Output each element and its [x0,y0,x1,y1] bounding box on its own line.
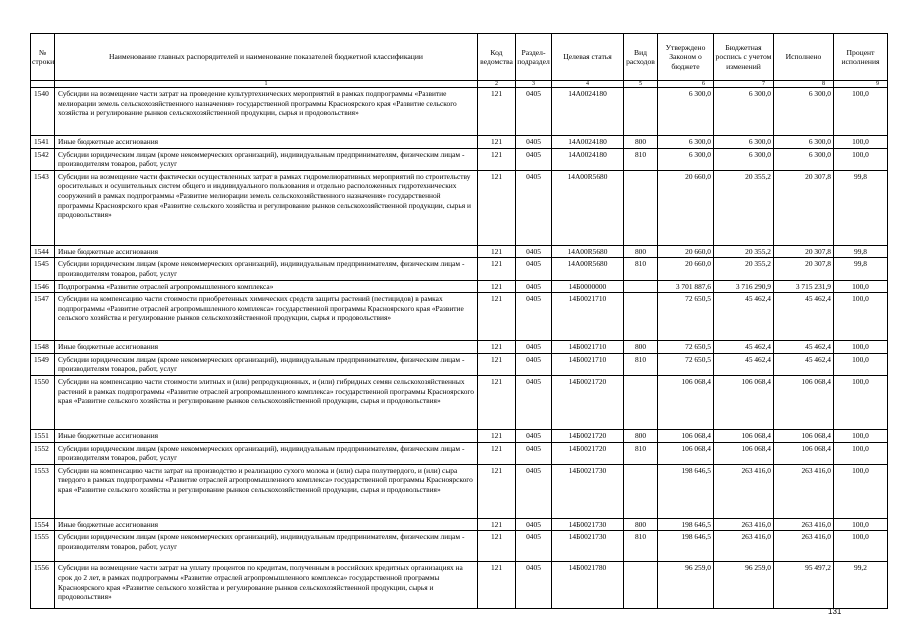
row-expense-kind [624,280,658,293]
row-percent: 100,0 [834,429,888,442]
row-approved: 106 068,4 [658,429,714,442]
row-expense-kind: 800 [624,429,658,442]
row-section-code: 0405 [516,148,552,170]
row-percent: 100,0 [834,293,888,341]
table-row [31,442,888,464]
row-budget: 96 259,0 [714,562,774,609]
header-executed: Исполнено [774,34,834,81]
row-number: 1540 [31,88,55,136]
row-target-code: 14Б0021710 [552,353,624,375]
table-row [31,170,888,245]
header-section: Раздел-подраздел [516,34,552,81]
row-name: Субсидии юридическим лицам (кроме некоммерческих организаций), индивидуальным предпринимателям, физическим лицам - производителям товаров, работ, услуг [55,531,478,562]
row-expense-kind: 810 [624,353,658,375]
row-name: Субсидии юридическим лицам (кроме некоммерческих организаций), индивидуальным предпринимателям, физическим лицам - производителям товаров, работ, услуг [55,148,478,170]
row-target-code: 14Б0021720 [552,442,624,464]
row-target-code: 14Б0021780 [552,562,624,609]
row-budget: 20 355,2 [714,170,774,245]
row-dept-code: 121 [478,280,516,293]
row-approved: 6 300,0 [658,88,714,136]
header-row-no: № строки [31,34,55,81]
row-approved: 96 259,0 [658,562,714,609]
row-name: Иные бюджетные ассигнования [55,341,478,354]
row-executed: 106 068,4 [774,429,834,442]
header-dept: Код ведомства [478,34,516,81]
row-executed: 263 416,0 [774,518,834,531]
column-number: 9 [834,81,888,88]
row-percent: 100,0 [834,464,888,518]
row-percent: 100,0 [834,148,888,170]
row-budget: 6 300,0 [714,136,774,149]
row-executed: 45 462,4 [774,293,834,341]
row-percent: 100,0 [834,531,888,562]
row-expense-kind [624,375,658,429]
table-row [31,280,888,293]
row-approved: 72 650,5 [658,293,714,341]
header-kind: Вид расходов [624,34,658,81]
table-row [31,245,888,258]
row-percent: 100,0 [834,88,888,136]
page-number: 131 [828,607,842,616]
row-dept-code: 121 [478,293,516,341]
row-budget: 3 716 290,9 [714,280,774,293]
row-name: Иные бюджетные ассигнования [55,245,478,258]
row-dept-code: 121 [478,518,516,531]
row-budget: 45 462,4 [714,353,774,375]
row-approved: 198 646,5 [658,464,714,518]
row-percent: 100,0 [834,442,888,464]
row-section-code: 0405 [516,531,552,562]
row-target-code: 14А00R5680 [552,245,624,258]
row-budget: 20 355,2 [714,245,774,258]
column-number: 3 [516,81,552,88]
budget-table [30,33,888,609]
table-row [31,429,888,442]
row-executed: 106 068,4 [774,375,834,429]
table-row [31,136,888,149]
row-dept-code: 121 [478,170,516,245]
row-expense-kind: 800 [624,136,658,149]
row-dept-code: 121 [478,136,516,149]
row-section-code: 0405 [516,136,552,149]
row-budget: 106 068,4 [714,429,774,442]
row-name: Иные бюджетные ассигнования [55,136,478,149]
table-row [31,562,888,609]
row-target-code: 14А00R5680 [552,258,624,280]
row-executed: 20 307,8 [774,170,834,245]
row-executed: 6 300,0 [774,88,834,136]
row-percent: 99,2 [834,562,888,609]
table-row [31,375,888,429]
row-percent: 100,0 [834,353,888,375]
row-dept-code: 121 [478,88,516,136]
row-budget: 6 300,0 [714,148,774,170]
budget-report-sheet [30,33,887,609]
table-row [31,518,888,531]
row-budget: 6 300,0 [714,88,774,136]
row-target-code: 14Б0000000 [552,280,624,293]
header-budget: Бюджетная роспись с учетом изменений [714,34,774,81]
row-executed: 20 307,8 [774,258,834,280]
row-expense-kind: 810 [624,531,658,562]
row-expense-kind [624,88,658,136]
table-row [31,88,888,136]
row-target-code: 14Б0021730 [552,464,624,518]
row-approved: 106 068,4 [658,375,714,429]
row-executed: 20 307,8 [774,245,834,258]
row-target-code: 14А00R5680 [552,170,624,245]
row-dept-code: 121 [478,258,516,280]
row-dept-code: 121 [478,341,516,354]
table-body [31,88,888,609]
row-executed: 263 416,0 [774,531,834,562]
row-dept-code: 121 [478,464,516,518]
row-budget: 20 355,2 [714,258,774,280]
row-name: Подпрограмма «Развитие отраслей агропромышленного комплекса» [55,280,478,293]
row-dept-code: 121 [478,353,516,375]
column-number: 7 [714,81,774,88]
row-approved: 20 660,0 [658,258,714,280]
row-number: 1555 [31,531,55,562]
row-expense-kind: 810 [624,442,658,464]
row-number: 1549 [31,353,55,375]
row-section-code: 0405 [516,341,552,354]
column-number: 8 [774,81,834,88]
table-row [31,258,888,280]
row-number: 1546 [31,280,55,293]
row-dept-code: 121 [478,429,516,442]
row-name: Субсидии на компенсацию части затрат на производство и реализацию сухого молока и (или) сыра полутвердого, и (или) сыра твердого в рамках подпрограммы «Развитие отраслей агропромышленного комплекса» государственной программы Красноярского края «Развитие сельского хозяйства и регулирование рынков сельскохозяйственной продукции, сырья и продовольствия» [55,464,478,518]
row-dept-code: 121 [478,531,516,562]
row-number: 1550 [31,375,55,429]
column-numbers-row [31,81,888,88]
row-expense-kind: 800 [624,518,658,531]
row-approved: 106 068,4 [658,442,714,464]
row-target-code: 14Б0021720 [552,429,624,442]
row-section-code: 0405 [516,353,552,375]
row-percent: 99,8 [834,245,888,258]
column-number: 6 [658,81,714,88]
row-name: Субсидии юридическим лицам (кроме некоммерческих организаций), индивидуальным предпринимателям, физическим лицам - производителям товаров, работ, услуг [55,258,478,280]
row-budget: 263 416,0 [714,531,774,562]
row-approved: 3 701 887,6 [658,280,714,293]
table-row [31,341,888,354]
row-target-code: 14А0024180 [552,88,624,136]
header-percent: Процент исполнения [834,34,888,81]
row-number: 1548 [31,341,55,354]
row-section-code: 0405 [516,442,552,464]
row-name: Иные бюджетные ассигнования [55,518,478,531]
row-name: Субсидии на возмещение части затрат на уплату процентов по кредитам, полученным в российских кредитных организациях на срок до 2 лет, в рамках подпрограммы «Развитие отраслей агропромышленного комплекса» государственной программы Красноярского края «Развитие сельского хозяйства и регулирование рынков сельскохозяйственной продукции, сырья и продовольствия» [55,562,478,609]
header-approved: Утверждено Законом о бюджете [658,34,714,81]
row-expense-kind [624,170,658,245]
table-header-row [31,34,888,81]
row-number: 1547 [31,293,55,341]
row-section-code: 0405 [516,375,552,429]
row-expense-kind [624,562,658,609]
row-executed: 3 715 231,9 [774,280,834,293]
row-number: 1552 [31,442,55,464]
row-executed: 106 068,4 [774,442,834,464]
row-percent: 100,0 [834,280,888,293]
row-approved: 6 300,0 [658,148,714,170]
row-executed: 45 462,4 [774,353,834,375]
row-approved: 72 650,5 [658,341,714,354]
row-budget: 45 462,4 [714,341,774,354]
row-budget: 263 416,0 [714,518,774,531]
table-row [31,293,888,341]
row-dept-code: 121 [478,375,516,429]
table-row [31,531,888,562]
row-name: Субсидии на компенсацию части стоимости приобретенных химических средств защиты растений (пестицидов) в рамках подпрограммы «Развитие отраслей агропромышленного комплекса» государственной программы Красноярского края «Развитие сельского хозяйства и регулирование рынков сельскохозяйственной продукции, сырья и продовольствия» [55,293,478,341]
header-target: Целевая статья [552,34,624,81]
row-expense-kind: 800 [624,341,658,354]
row-target-code: 14А0024180 [552,136,624,149]
row-percent: 100,0 [834,136,888,149]
row-section-code: 0405 [516,562,552,609]
row-number: 1543 [31,170,55,245]
row-expense-kind [624,464,658,518]
row-target-code: 14Б0021710 [552,341,624,354]
column-number: 2 [478,81,516,88]
row-approved: 198 646,5 [658,531,714,562]
row-budget: 106 068,4 [714,375,774,429]
row-budget: 263 416,0 [714,464,774,518]
row-executed: 6 300,0 [774,136,834,149]
row-name: Субсидии на компенсацию части стоимости элитных и (или) репродукционных, и (или) гибридных семян сельскохозяйственных растений в рамках подпрограммы «Развитие отраслей агропромышленного комплекса» государственной программы Красноярского края «Развитие сельского хозяйства и регулирование рынков сельскохозяйственной продукции, сырья и продовольствия» [55,375,478,429]
row-number: 1556 [31,562,55,609]
row-section-code: 0405 [516,88,552,136]
row-expense-kind: 810 [624,258,658,280]
row-section-code: 0405 [516,464,552,518]
row-number: 1553 [31,464,55,518]
row-section-code: 0405 [516,258,552,280]
row-section-code: 0405 [516,429,552,442]
row-target-code: 14Б0021730 [552,518,624,531]
row-percent: 100,0 [834,341,888,354]
row-dept-code: 121 [478,245,516,258]
row-number: 1551 [31,429,55,442]
row-number: 1542 [31,148,55,170]
table-row [31,464,888,518]
column-number [31,81,55,88]
row-approved: 72 650,5 [658,353,714,375]
row-number: 1545 [31,258,55,280]
row-expense-kind: 810 [624,148,658,170]
row-percent: 99,8 [834,258,888,280]
row-executed: 45 462,4 [774,341,834,354]
row-dept-code: 121 [478,442,516,464]
row-budget: 106 068,4 [714,442,774,464]
row-name: Иные бюджетные ассигнования [55,429,478,442]
row-expense-kind: 800 [624,245,658,258]
row-number: 1541 [31,136,55,149]
row-name: Субсидии юридическим лицам (кроме некоммерческих организаций), индивидуальным предпринимателям, физическим лицам - производителям товаров, работ, услуг [55,442,478,464]
row-executed: 6 300,0 [774,148,834,170]
column-number: 1 [55,81,478,88]
column-number: 4 [552,81,624,88]
row-name: Субсидии на возмещение части затрат на проведение культуртехнических мероприятий в рамках подпрограммы «Развитие мелиорации земель сельскохозяйственного назначения» государственной программы Красноярского края «Развитие сельского хозяйства и регулирование рынков сельскохозяйственной продукции, сырья и продовольствия» [55,88,478,136]
row-number: 1554 [31,518,55,531]
row-percent: 99,8 [834,170,888,245]
row-target-code: 14Б0021710 [552,293,624,341]
row-approved: 6 300,0 [658,136,714,149]
row-number: 1544 [31,245,55,258]
row-name: Субсидии юридическим лицам (кроме некоммерческих организаций), индивидуальным предпринимателям, физическим лицам - производителям товаров, работ, услуг [55,353,478,375]
row-executed: 263 416,0 [774,464,834,518]
table-row [31,353,888,375]
row-section-code: 0405 [516,170,552,245]
row-dept-code: 121 [478,148,516,170]
row-section-code: 0405 [516,245,552,258]
row-target-code: 14А0024180 [552,148,624,170]
row-approved: 20 660,0 [658,170,714,245]
row-percent: 100,0 [834,518,888,531]
header-name: Наименование главных распорядителей и наименование показателей бюджетной классификации [55,34,478,81]
row-section-code: 0405 [516,293,552,341]
row-percent: 100,0 [834,375,888,429]
row-target-code: 14Б0021730 [552,531,624,562]
row-expense-kind [624,293,658,341]
row-budget: 45 462,4 [714,293,774,341]
row-approved: 20 660,0 [658,245,714,258]
row-dept-code: 121 [478,562,516,609]
row-approved: 198 646,5 [658,518,714,531]
column-number: 5 [624,81,658,88]
row-executed: 95 497,2 [774,562,834,609]
row-name: Субсидии на возмещение части фактически осуществленных затрат в рамках гидромелиоративных мероприятий по строительству оросительных и осушительных систем общего и индивидуального пользования и отдельно расположенных гидротехнических сооружений в рамках подпрограммы «Развитие мелиорации земель сельскохозяйственного назначения» государственной программы Красноярского края «Развитие сельского хозяйства и регулирование рынков сельскохозяйственной продукции, сырья и продовольствия» [55,170,478,245]
row-target-code: 14Б0021720 [552,375,624,429]
row-section-code: 0405 [516,280,552,293]
table-row [31,148,888,170]
row-section-code: 0405 [516,518,552,531]
